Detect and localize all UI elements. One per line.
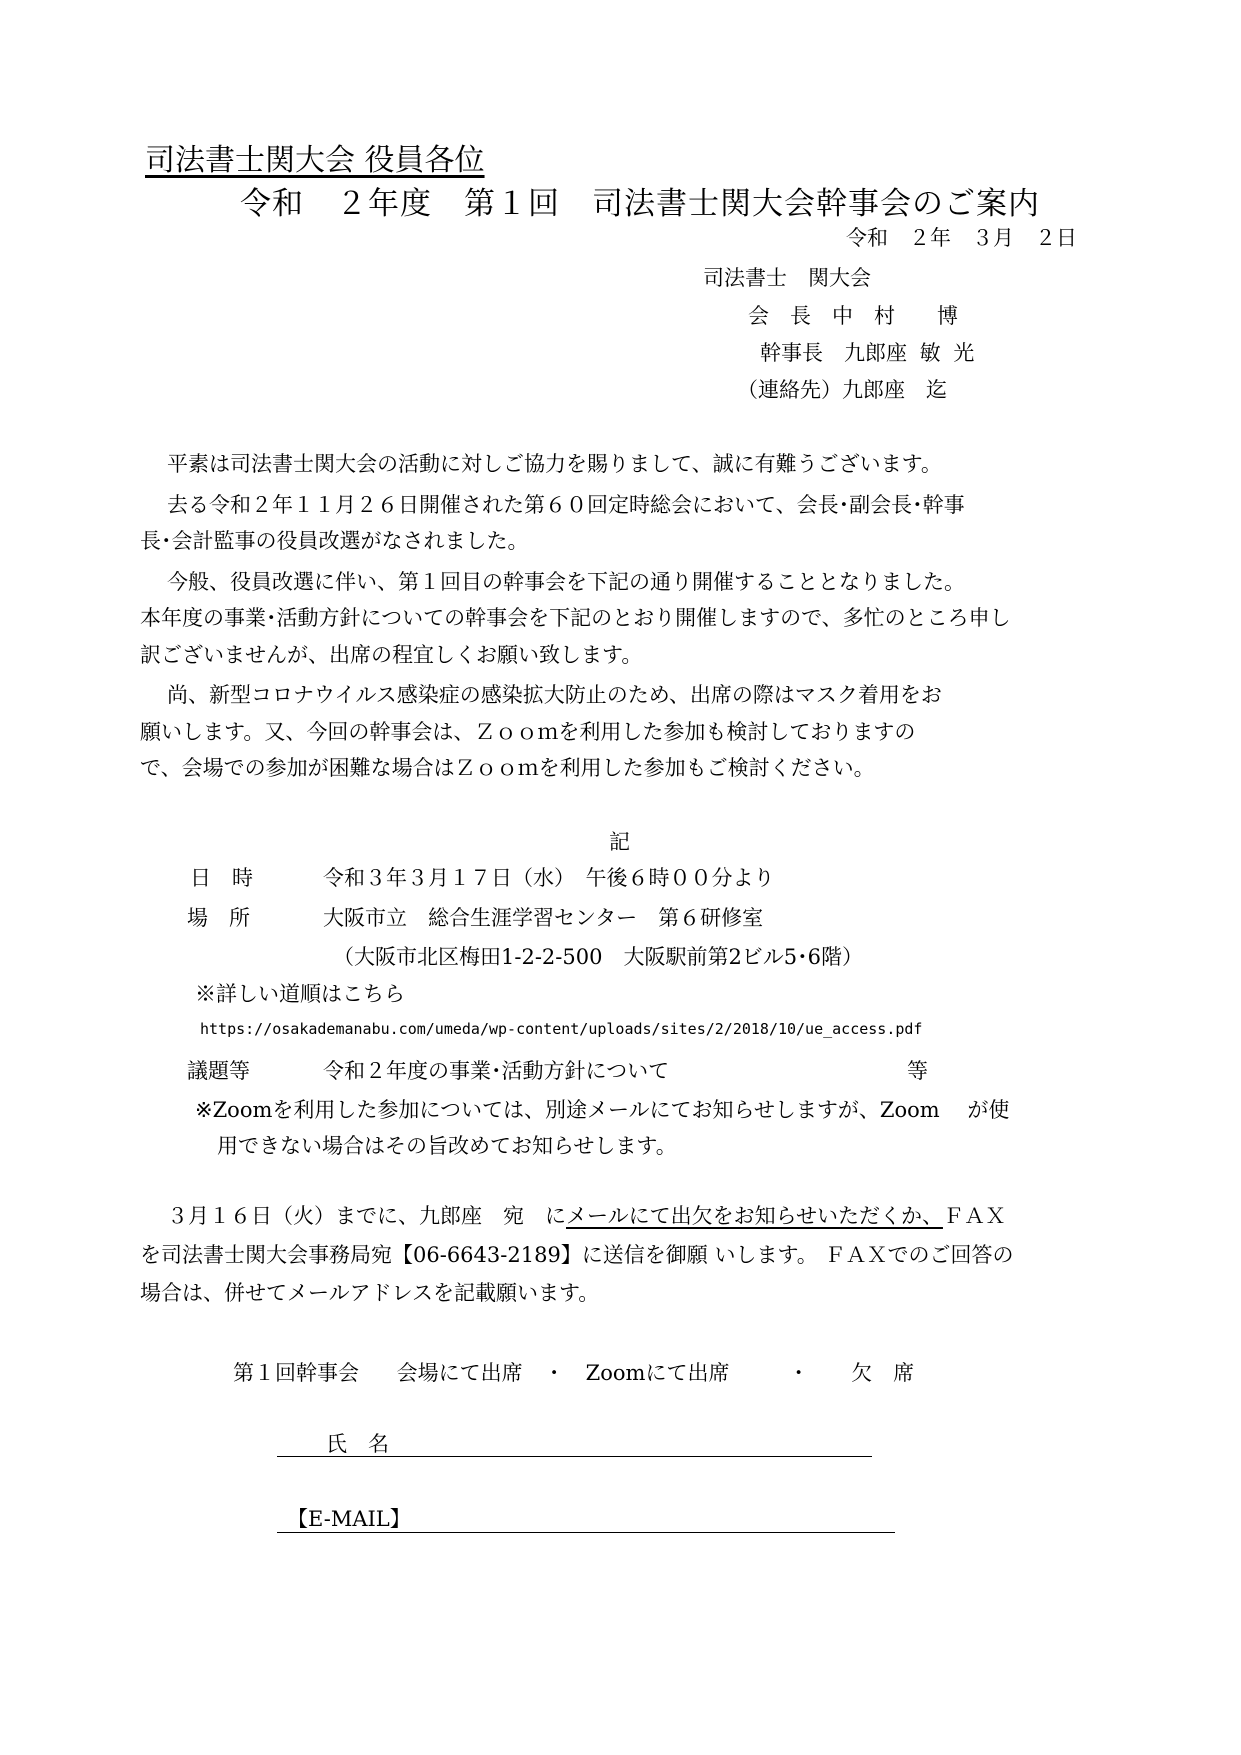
document-date: 令和 ２年 ３月 ２日 xyxy=(846,226,1077,250)
email-field-line[interactable] xyxy=(277,1532,895,1533)
reply-email-instruction: メールにて出欠をお知らせいただくか、 xyxy=(566,1204,943,1228)
reply-line-1 xyxy=(167,1200,1006,1230)
body-paragraph-3-line-3: 訳ございませんが、出席の程宜しくお願い致します。 xyxy=(140,643,643,667)
body-paragraph-4-line-1: 尚、新型コロナウイルス感染症の感染拡大防止のため、出席の際はマスク着用をお xyxy=(167,683,942,707)
body-paragraph-2-line-1: 去る令和２年１１月２６日開催された第６０回定時総会において、会長･副会長･幹事 xyxy=(167,493,965,517)
reply-line-3: 場合は、併せてメールアドレスを記載願います。 xyxy=(140,1281,600,1305)
sender-secretary: 幹事長 九郎座 敏 光 xyxy=(760,341,975,365)
greeting-paragraph: 平素は司法書士関大会の活動に対しご協力を賜りまして、誠に有難うございます。 xyxy=(167,452,942,476)
sender-president: 会 長 中 村 博 xyxy=(748,304,958,328)
body-paragraph-4-line-2: 願いします。又、今回の幹事会は、Ｚｏｏｍを利用した参加も検討しておりますの xyxy=(140,720,916,744)
email-field-label: 【E-MAIL】 xyxy=(287,1507,411,1531)
name-field-label: 氏 名 xyxy=(326,1432,389,1456)
name-field-line[interactable] xyxy=(277,1456,872,1457)
zoom-note-line-2: 用できない場合はその旨改めてお知らせします。 xyxy=(217,1134,677,1158)
body-paragraph-3-line-1: 今般、役員改選に伴い、第１回目の幹事会を下記の通り開催することとなりました。 xyxy=(167,570,965,594)
place-label: 場 所 xyxy=(187,906,250,930)
document-title: 令和 ２年度 第１回 司法書士関大会幹事会のご案内 xyxy=(240,186,1040,222)
agenda-value: 令和２年度の事業･活動方針について xyxy=(323,1059,670,1083)
place-value: 大阪市立 総合生涯学習センター 第６研修室 xyxy=(323,906,764,930)
reply-deadline: ３月１６日（火）までに、九郎座 宛 に xyxy=(167,1204,566,1228)
sender-organization: 司法書士 関大会 xyxy=(703,266,871,290)
addressee: 司法書士関大会 役員各位 xyxy=(145,143,485,178)
body-paragraph-2-line-2: 長･会計監事の役員改選がなされました。 xyxy=(140,529,529,553)
sender-contact: （連絡先）九郎座 迄 xyxy=(737,378,947,402)
agenda-etc: 等 xyxy=(907,1059,928,1083)
datetime-label: 日 時 xyxy=(190,866,253,890)
zoom-note-line-1: ※Zoomを利用した参加については、別途メールにてお知らせしますが、Zoom が使 xyxy=(195,1098,1010,1122)
attendance-choice: 第１回幹事会 会場にて出席 ・ Zoomにて出席 ・ 欠 席 xyxy=(233,1361,915,1385)
reply-line-2: を司法書士関大会事務局宛【06-6643-2189】に送信を御願 いします。 ＦＡＸでのご回答の xyxy=(140,1243,1014,1267)
reply-fax-label: ＦＡＸ xyxy=(942,1204,1006,1228)
place-address: （大阪市北区梅田1-2-2-500 大阪駅前第2ビル5･6階） xyxy=(333,945,864,969)
body-paragraph-4-line-3: で、会場での参加が困難な場合はＺｏｏｍを利用した参加もご検討ください。 xyxy=(140,756,875,780)
datetime-value: 令和３年３月１７日（水） 午後６時００分より xyxy=(323,866,775,890)
directions-note: ※詳しい道順はこちら xyxy=(195,982,405,1006)
ki-heading: 記 xyxy=(609,830,630,854)
agenda-label: 議題等 xyxy=(187,1059,250,1083)
body-paragraph-3-line-2: 本年度の事業･活動方針についての幹事会を下記のとおり開催しますので、多忙のところ申し xyxy=(140,606,1011,630)
directions-url[interactable]: https://osakademanabu.com/umeda/wp-content/uploads/sites/2/2018/10/ue_access.pdf xyxy=(200,1020,923,1038)
